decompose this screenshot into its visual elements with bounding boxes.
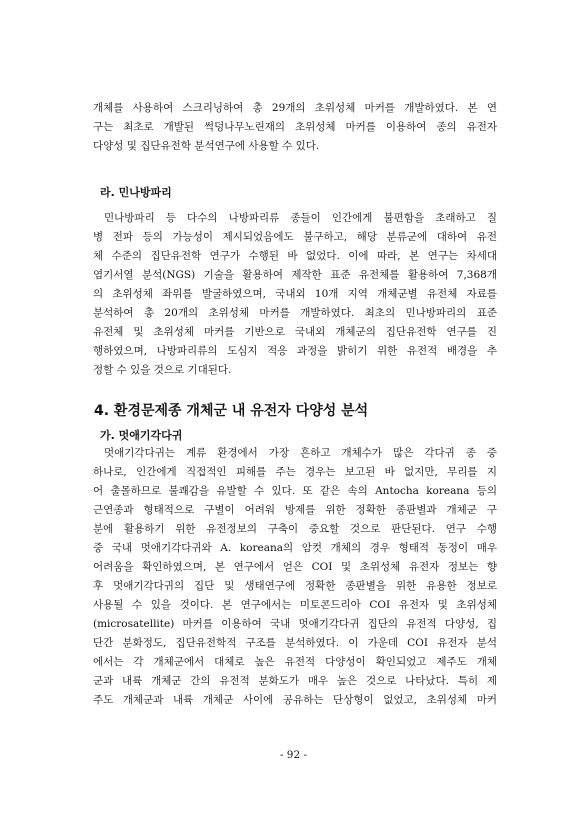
- text-line: 분석하여 총 20개의 초위성체 마커를 개발하였다. 최초의 민나방파리의 표준: [93, 307, 497, 319]
- text-line: 단간 분화정도, 집단유전학적 구조를 분석하였다. 이 가운데 COI 유전자 분석: [93, 637, 497, 649]
- section-heading-4: 4. 환경문제종 개체군 내 유전자 다양성 분석: [94, 403, 369, 419]
- text-line: 하나로, 인간에게 직접적인 피해를 주는 경우는 보고된 바 없지만, 무리를 지: [93, 466, 497, 478]
- text-line: 개체를 사용하여 스크리닝하여 총 29개의 초위성체 마커를 개발하였다. 본 연: [93, 102, 497, 114]
- text-line: 염기서열 분석(NGS) 기술을 활용하여 제작한 표준 유전체를 활용하여 7,368개: [93, 269, 497, 281]
- section-heading-ra: 라. 민나방파리: [100, 186, 172, 199]
- text-line: 주도 개체군과 내륙 개체군 사이에 공유하는 단상형이 없었고, 초위성체 마커: [93, 694, 497, 706]
- text-line: 의 초위성체 좌위를 발굴하였으며, 국내외 10개 지역 개체군별 유전체 자료를: [93, 288, 497, 300]
- text-line: 유전체 및 초위성체 마커를 기반으로 국내외 개체군의 집단유전학 연구를 진: [93, 326, 497, 338]
- text-line: 분에 활용하기 위한 유전정보의 구축이 중요할 것으로 판단된다. 연구 수행: [93, 523, 497, 535]
- page-number: - 92 -: [279, 749, 308, 761]
- text-line: 행하였으며, 나방파리류의 도심지 적응 과정을 밝히기 위한 유전적 배경을 추: [93, 345, 497, 357]
- text-line: 어려움을 확인하였으며, 본 연구에서 얻은 COI 및 초위성체 유전자 정보는 향: [93, 561, 497, 573]
- text-line: 에서는 각 개체군에서 대체로 높은 유전적 다양성이 확인되었고 제주도 개체: [93, 656, 497, 668]
- text-line: 민나방파리 등 다수의 나방파리류 종들이 인간에게 불편함을 초래하고 질: [104, 212, 497, 224]
- text-line: 구는 최초로 개발된 썩덩나무노린재의 초위성체 마커를 이용하여 종의 유전자: [93, 121, 497, 133]
- text-line: 어 출몰하므로 불쾌감을 유발할 수 있다. 또 같은 속의 Antocha koreana 등의: [93, 485, 497, 497]
- text-line: 사용될 수 있을 것이다. 본 연구에서는 미토콘드리아 COI 유전자 및 초위성체: [93, 599, 497, 611]
- text-line: (microsatellite) 마커를 이용하여 국내 멋애기각다귀 집단의 유전적 다양성, 집: [93, 618, 497, 630]
- text-line: 군과 내륙 개체군 간의 유전적 분화도가 매우 높은 것으로 나타났다. 특히 제: [93, 675, 497, 687]
- text-line: 병 전파 등의 가능성이 제시되었음에도 불구하고, 해당 분류군에 대하여 유전: [93, 231, 497, 243]
- text-line: 멋애기각다귀는 계류 환경에서 가장 흔하고 개체수가 많은 각다귀 종 중: [104, 447, 497, 459]
- text-line: 근연종과 형태적으로 구별이 어려워 방제를 위한 정확한 종판별과 개체군 구: [93, 504, 497, 516]
- text-line: 후 멋애기각다귀의 집단 및 생태연구에 정확한 종판별을 위한 유용한 정보로: [93, 580, 497, 592]
- section-heading-ga: 가. 멋애기각다귀: [100, 429, 183, 442]
- text-line: 체 수준의 집단유전학 연구가 수행된 바 없었다. 이에 따라, 본 연구는 차세대: [93, 250, 497, 262]
- text-line: 정할 수 있을 것으로 기대된다.: [93, 364, 232, 376]
- text-line: 다양성 및 집단유전학 분석연구에 사용할 수 있다.: [93, 140, 320, 152]
- text-line: 중 국내 멋애기각다귀와 A. koreana의 암컷 개체의 경우 형태적 동정이 매우: [93, 542, 497, 554]
